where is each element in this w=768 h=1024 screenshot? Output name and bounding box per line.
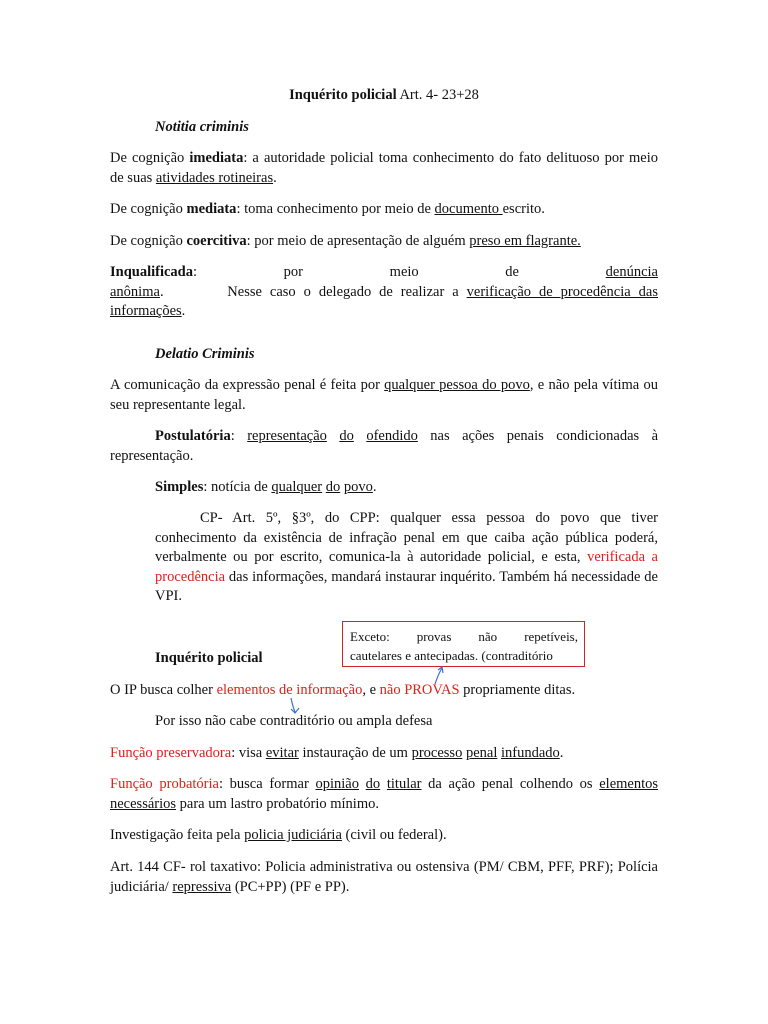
paragraph-por-isso: Por isso não cabe contraditório ou ampla defesa bbox=[155, 713, 433, 729]
heading-delatio-criminis: Delatio Criminis bbox=[155, 346, 255, 362]
paragraph-inqualificada: Inqualificada: por meio de denúncia anônima. Nesse caso o delegado de realizar a verificação de procedência das informações. bbox=[110, 264, 658, 319]
page-title: Inquérito policial Art. 4- 23+28 bbox=[289, 87, 479, 103]
heading-inquerito-policial: Inquérito policial bbox=[155, 650, 263, 666]
paragraph-cognicao-coercitiva: De cognição coercitiva: por meio de apresentação de alguém preso em flagrante. bbox=[110, 233, 581, 249]
arrow-up-icon bbox=[425, 664, 455, 686]
paragraph-investigacao: Investigação feita pela policia judiciária (civil ou federal). bbox=[110, 827, 447, 843]
note-box-line: Exceto: provas não repetíveis, bbox=[350, 629, 578, 644]
paragraph-art-144: Art. 144 CF- rol taxativo: Policia administrativa ou ostensiva (PM/ CBM, PFF, PRF); Polícia judiciária/ repressiva (PC+PP) (PF e PP). bbox=[110, 859, 658, 895]
paragraph-funcao-probatoria: Função probatória: busca formar opinião do titular da ação penal colhendo os elementos necessários para um lastro probatório mínimo. bbox=[110, 776, 659, 812]
note-box-line: cautelares e antecipadas. (contraditório bbox=[350, 648, 553, 663]
paragraph-simples: Simples: notícia de qualquer do povo. bbox=[155, 479, 377, 495]
paragraph-ip-busca: O IP busca colher elementos de informação, e não PROVAS propriamente ditas. bbox=[110, 682, 576, 698]
heading-notitia-criminis: Notitia criminis bbox=[155, 119, 249, 135]
paragraph-postulatoria: Postulatória: representação do ofendido nas ações penais condicionadas à representação. bbox=[110, 428, 659, 464]
paragraph-cognicao-mediata: De cognição mediata: toma conhecimento por meio de documento escrito. bbox=[110, 201, 545, 217]
paragraph-comunicacao: A comunicação da expressão penal é feita por qualquer pessoa do povo, e não pela vítima ou seu representante legal. bbox=[110, 377, 658, 413]
paragraph-cognicao-imediata: De cognição imediata: a autoridade policial toma conhecimento do fato delituoso por meio de suas atividades rotineiras. bbox=[110, 150, 658, 186]
paragraph-cp-art5: CP- Art. 5º, §3º, do CPP: qualquer essa pessoa do povo que tiver conhecimento da existência de infração penal em que caiba ação pública poderá, verbalmente ou por escrito, comunica-la à autoridade policial, e esta, verificada a procedência das informações, mandará instaurar inquérito. Também há necessidade de VPI. bbox=[155, 510, 658, 604]
paragraph-funcao-preservadora: Função preservadora: visa evitar instauração de um processo penal infundado. bbox=[110, 745, 564, 761]
arrow-down-icon bbox=[283, 697, 307, 717]
